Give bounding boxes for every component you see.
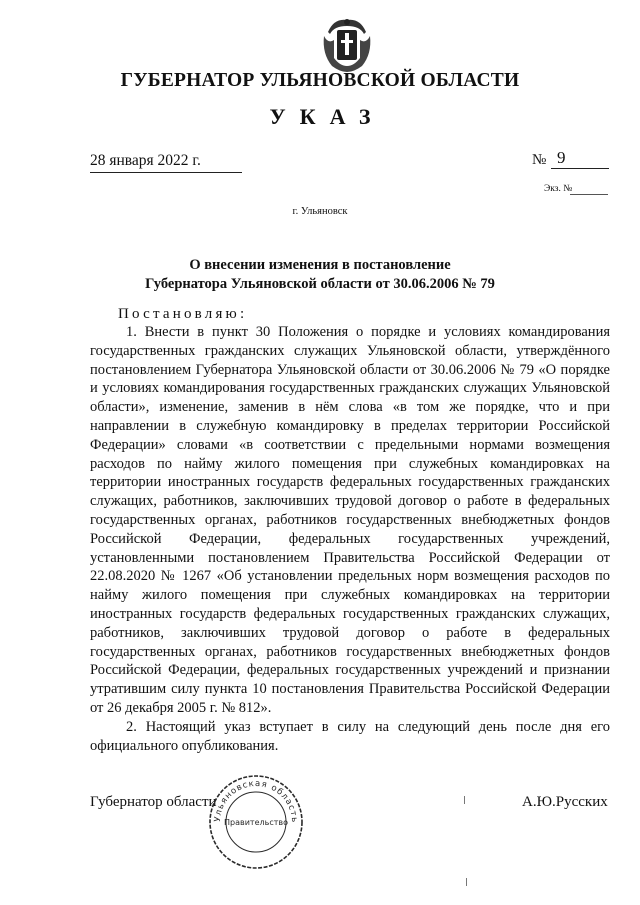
scan-mark — [466, 878, 467, 886]
document-date: 28 января 2022 г. — [90, 152, 242, 173]
document-number: 9 — [551, 148, 609, 169]
body-paragraph-1: 1. Внести в пункт 30 Положения о порядке и условиях командирования государственных гражданских служащих Ульяновской области, утверждённого постановлением Губернатора Ульяновской области от 30.06.2006 № 79 «О порядке и условиях командирования государственных гражданских служащих Ульяновской области», изменение, заменив в нём слова «в том же порядке, что и при направлении в служебную командировку в пределах территории Российской Федерации» словами «в соответствии с предельными нормами возмещения расходов по найму жилого помещения при служебных командировках на территории иностранных государств федеральных государственных гражданских служащих, работников, заключивших трудовой договор о работе в федеральных государственных органах, работников государственных внебюджетных фондов Российской Федерации, федеральных государственных учреждений, установленными постановлением Правительства Российской Федерации от 22.08.2020 № 1267 «Об установлении предельных норм возмещения расходов по найму жилого помещения при служебных командировках на территории иностранных государств федеральных государственных гражданских служащих, работников, заключивших трудовой договор о работе в федеральных государственных органах, работников государственных внебюджетных фондов Российской Федерации, федеральных государственных учреждений и признании утратившим силу пункта 10 постановления Правительства Российской Федерации от 26 декабря 2005 г. № 812». — [90, 324, 610, 716]
official-seal-stamp — [206, 772, 306, 872]
copy-number-label: Экз. № — [544, 184, 573, 194]
svg-text:Ульяновская область: Ульяновская область — [212, 778, 300, 824]
body-paragraph-2: 2. Настоящий указ вступает в силу на следующий день после дня его официального опубликования. — [90, 718, 610, 754]
coat-of-arms-emblem — [320, 14, 374, 74]
subject-line-2: Губернатора Ульяновской области от 30.06.2006 № 79 — [145, 276, 495, 292]
city: г. Ульяновск — [292, 206, 348, 217]
document-subject — [120, 256, 520, 294]
number-label: № — [532, 152, 547, 168]
svg-text:Правительство: Правительство — [224, 818, 288, 827]
copy-number-line — [570, 194, 608, 195]
issuer-title: ГУБЕРНАТОР УЛЬЯНОВСКОЙ ОБЛАСТИ — [120, 70, 520, 91]
signatory-name: А.Ю.Русских — [522, 794, 608, 810]
signatory-position: Губернатор области — [90, 794, 217, 810]
document-type: УКАЗ — [269, 104, 385, 129]
decree-word: Постановляю: — [118, 306, 248, 322]
subject-line-1: О внесении изменения в постановление — [189, 257, 451, 273]
document-body — [90, 323, 610, 755]
scan-mark — [464, 796, 465, 804]
